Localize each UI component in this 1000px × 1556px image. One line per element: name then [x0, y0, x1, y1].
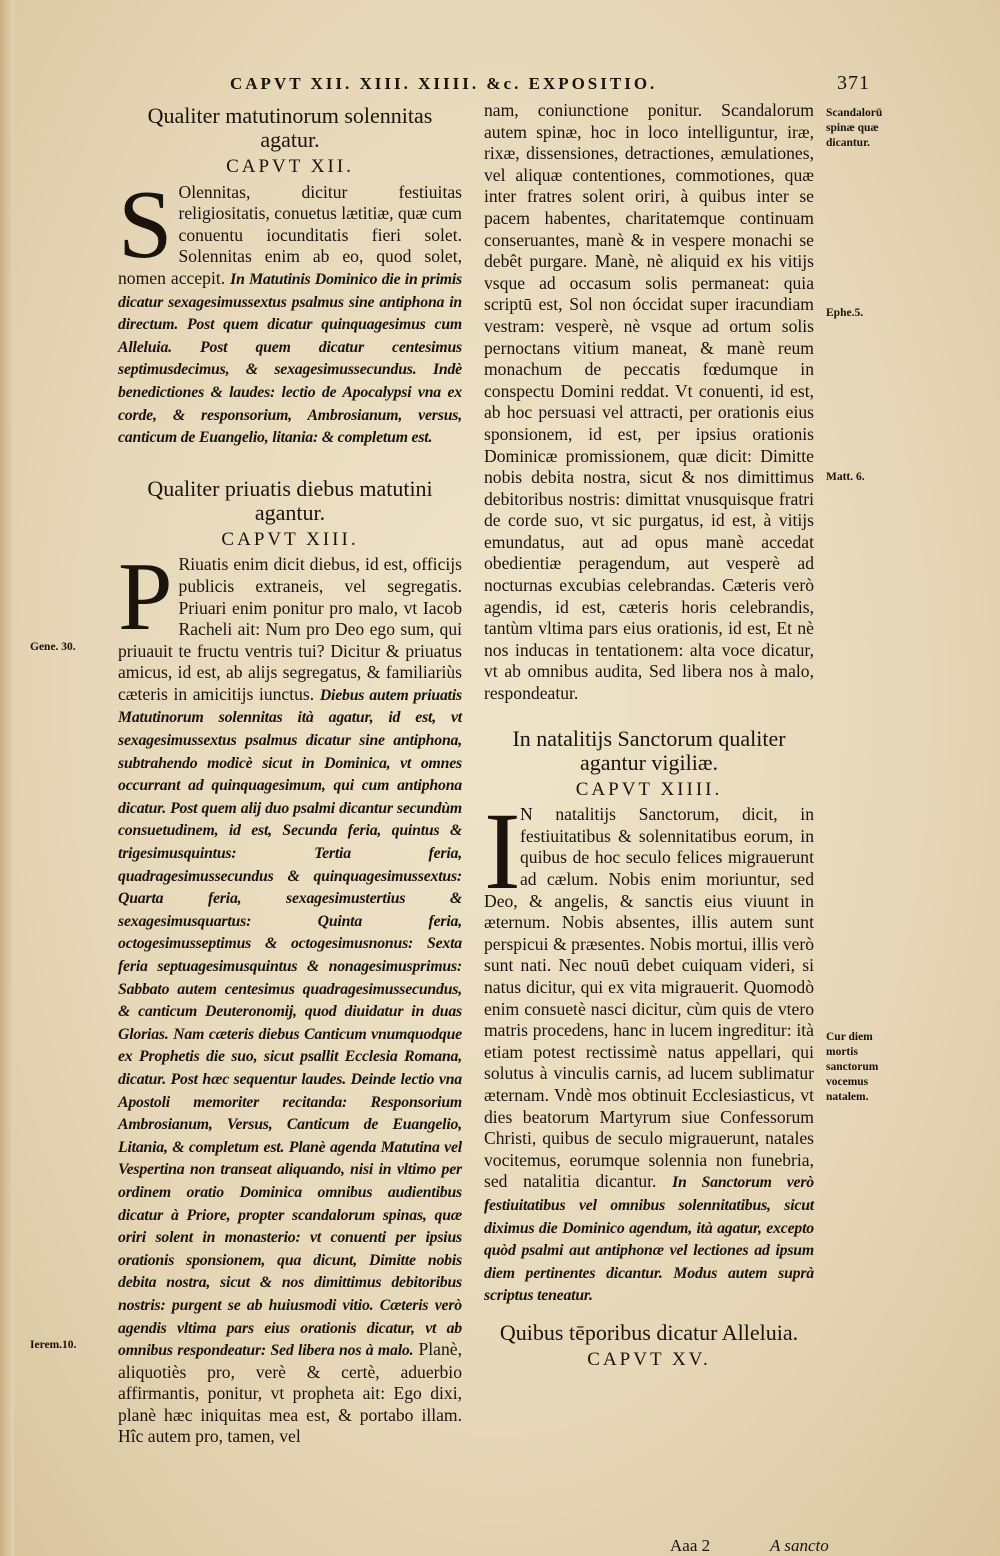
margin-note-ephesians: Ephe.5. — [826, 307, 864, 319]
page-edge-shadow — [0, 0, 14, 1556]
chapter-12-rubric: In Matutinis Dominico die in primis dicatur sexagesimussextus psalmus sine antiphona in directum. Post quem dicatur quinquagesimus cum Alleluia. Post quem dicatur centesimus septimusdecimus, & sexagesimussecundus. Indè benedictiones & laudes: lectio de Apocalypsi vna ex corde, & responsorium, Ambrosianum, versus, canticum de Euangelio, litania: & completum est. — [118, 270, 462, 447]
chapter-15-heading: CAPVT XV. — [587, 1348, 711, 1370]
drop-cap-p: P — [118, 543, 173, 652]
chapter-12-title: Qualiter matutinorum solennitas agatur. — [147, 103, 433, 152]
chapter-14-heading: CAPVT XIIII. — [575, 778, 723, 800]
signature-mark: Aaa 2 — [670, 1536, 711, 1555]
chapter-15-title: Quibus tēporibus dicatur Alleluia. — [499, 1319, 799, 1345]
chapter-12-text: Olennitas, dicitur festiuitas religiositatis, conuetus lætitiæ, quæ cum conuentu iocunditatis fieri solet. Solennitas enim ab eo, quod solet, nomen accepit. — [118, 181, 462, 288]
drop-cap-i: I — [484, 790, 521, 913]
running-title: CAPVT XII. XIII. XIIII. &c. EXPOSITIO. — [230, 74, 658, 93]
chapter-14-body — [484, 790, 814, 1307]
chapter-13-body — [118, 543, 462, 1448]
catchword: A sancto — [770, 1536, 829, 1555]
chapter-12-body — [118, 170, 462, 449]
chapter-14-text: N natalitijs Sanctorum, dicit, in festiuitatibus & solennitatibus eorum, in quibus de hoc seculo felices migrauerunt ad cælum. Nobis enim moriuntur, sed Deo, & angelis, & sanctis eius viuunt in æternum. Nobis absentes, illis autem sunt perspicui & præsentes. Nobis mortui, illis verò sunt nati. Nec nouū debet cuiquam videri, si natus dicitur, qui ex vita migrauerit. Quomodò enim consuetè nasci dicitur, cùm quis de vtero matris procedens, hanc in lucem ingreditur: ità etiam potest rectissimè natus appellari, qui solutus à vinculis carnis, ad lucem sublimatur æternam. Vndè mos obtinuit Ecclesiasticus, vt dies beatorum Martyrum siue Confessorum Christi, quibus de seculo migrauerunt, natales vocitemus, eorumque solennia non funebria, sed natalitia dicantur. — [484, 804, 814, 1192]
chapter-14-rubric: In Sanctorum verò festiuitatibus vel omnibus solennitatibus, sicut diximus die Dominico agendum, ità agatur, excepto quòd psalmi aut antiphonæ vel lectiones ad ipsum diem pertinentes dicantur. Modus autem suprà scriptus teneatur. — [484, 1174, 814, 1305]
page-number: 371 — [837, 72, 870, 94]
chapter-12-heading: CAPVT XII. — [226, 156, 354, 177]
margin-note-ieremias: Ierem.10. — [30, 1339, 77, 1351]
chapter-14-title: In natalitijs Sanctorum qualiter agantur vigiliæ. — [512, 725, 786, 775]
running-header — [150, 72, 870, 98]
left-column — [118, 104, 462, 1448]
right-column — [484, 100, 814, 1374]
chapter-13-heading: CAPVT XIII. — [221, 528, 359, 550]
chapter-13-title: Qualiter priuatis diebus matutini agantur. — [147, 475, 433, 525]
chapter-13-rubric: Diebus autem priuatis Matutinorum solennitas ità agatur, id est, vt sexagesimussextus psalmus dicatur sine antiphona, subtrahendo modicè sicut in Dominica, vt omnes occurrant ad quinquagesimum, qui cum antiphona dicatur. Post quem alij duo psalmi dicantur secundùm consuetudinem, id est, Secunda feria, quintus & trigesimusquintus: Tertia feria, quadragesimussecundus & quinquagesimussextus: Quarta feria, sexagesimustertius & sexagesimusquartus: Quinta feria, octogesimusseptimus & octogesimusnonus: Sexta feria septuagesimusquintus & nonagesimusprimus: Sabbato autem centesimus quadragesimussecundus, & canticum Deuteronomij, quod diuidatur in duas Glorias. Nam cæteris diebus Canticum vnumquodque ex Prophetis die suo, sicut psallit Ecclesia Romana, dicatur. Post hæc sequentur laudes. Deinde lectio vna Apostoli memoriter recitanda: Responsorium Ambrosianum, Versus, Canticum de Euangelio, Litania, & completum est. Planè agenda Matutina vel Vespertina non transeat aliquando, nisi in vltimo per ordinem oratio Dominica omnibus audientibus dicatur à Priore, propter scandalorum spinas, quæ oriri solent in monasterio: vt conuenti per ipsius orationis sponsionem, qua dicunt, Dimitte nobis debita nostra, sicut & nos dimittimus debitoribus nostris: purgent se ab huiusmodi vitio. Cæteris verò agendis vltima pars eius orationis dicatur, vt ab omnibus respondeatur: Sed libera nos à malo. — [118, 686, 462, 1360]
drop-cap-s: S — [118, 170, 173, 279]
chapter-13-text: Riuatis enim dicit diebus, id est, officijs publicis extraneis, vel segregatis. Priuari enim ponitur pro malo, vt Iacob Racheli ait: Num pro Deo ego sum, qui priuauit te fructu ventris tui? Dicitur & priuatus amicus, id est, ab alijs segregatus, & familiariùs cæteris in amicitijs iunctus. — [118, 554, 462, 704]
right-continuation: nam, coniunctione ponitur. Scandalorum autem spinæ, hoc in loco intelliguntur, iræ, rixæ, dissensiones, detractiones, æmulationes, vel aliquæ contentiones, commotiones, quæ inter fratres solent oriri, à quibus inter se pacem habentes, charitatemque continuam conseruantes, manè & in vespere monachi se debêt purgare. Manè, nè aliquid ex his vitijs vsque ad occasum solis permaneat: quia scriptū est, Sol non óccidat super iracundiam vestram: vesperè, nè vsque ad ortum solis pernoctans vitium maneat, & manè reum monachum de peccatis fœdumque in conspectu Domini reddat. Vt conuenti, id est, ab hoc persuasi vel attracti, per orationis eius sponsionem, id est, per ipsius orationis Dominicæ promissionem, quæ dicit: Dimitte nobis debita nostra, sicut & nos dimittimus debitoribus nostris: dimittat vnusquisque fratri de corde suo, vt sic purgatus, id est, à vitijs emundatus, aut ad opus manè accedat obedientiæ peragendum, aut vesperè ad nocturnas excubias celebrandas. Cæteris verò agendis, id est, cæteris horis celebrandis, tantùm vltima pars eius orationis, id est, Et nè nos inducas in tentationem: alta voce dicatur, vt ab omnibus audita, Sed libera nos à malo, respondeatur. — [484, 100, 814, 704]
margin-note-natalem: Cur diem mortis sanctorum vocemus natalem. — [826, 1031, 879, 1103]
margin-note-scandalorum: Scandalorū spinæ quæ dicantur. — [826, 107, 883, 149]
margin-note-matthew: Matt. 6. — [826, 471, 865, 483]
margin-note-genesis: Gene. 30. — [30, 641, 76, 653]
chapter-13-tail: Planè, aliquotiès pro, verè & certè, aduerbio affirmantis, ponitur, vt propheta ait: Ego dixi, planè hæc iniquitas mea est, & portabo illam. Hîc autem pro, tamen, vel — [118, 1339, 462, 1447]
